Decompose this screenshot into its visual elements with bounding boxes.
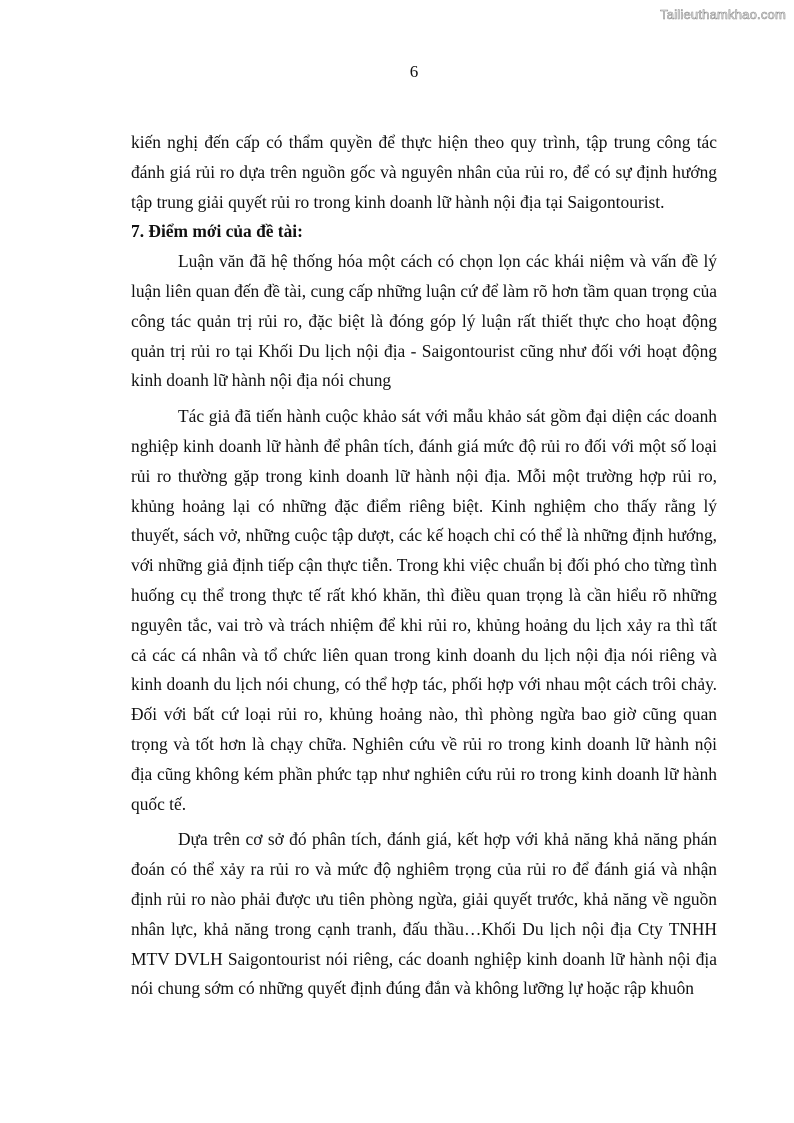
- section-heading: 7. Điểm mới của đề tài:: [131, 221, 303, 242]
- document-body: [131, 128, 717, 1004]
- page-number: 6: [409, 62, 419, 81]
- watermark: Tailieuthamkhao.com: [660, 7, 786, 22]
- paragraph-3: Dựa trên cơ sở đó phân tích, đánh giá, kết hợp với khả năng khả năng phán đoán có thể xảy ra rủi ro và mức độ nghiêm trọng của rủi ro để đánh giá và nhận định rủi ro nào phải được ưu tiên phòng ngừa, giải quyết trước, khả năng về nguồn nhân lực, khả năng trong cạnh tranh, đấu thầu…Khối Du lịch nội địa Cty TNHH MTV DVLH Saigontourist nói riêng, các doanh nghiệp kinh doanh lữ hành nội địa nói chung sớm có những quyết định đúng đắn và không lưỡng lự hoặc rập khuôn: [131, 829, 717, 999]
- paragraph-2: Tác giả đã tiến hành cuộc khảo sát với mẫu khảo sát gồm đại diện các doanh nghiệp kinh doanh lữ hành để phân tích, đánh giá mức độ rủi ro đối với một số loại rủi ro thường gặp trong kinh doanh lữ hành nội địa. Mỗi một trường hợp rủi ro, khủng hoảng lại có những đặc điểm riêng biệt. Kinh nghiệm cho thấy rằng lý thuyết, sách vở, những cuộc tập dượt, các kế hoạch chỉ có thể là những định hướng, với những giả định tiếp cận thực tiễn. Trong khi việc chuẩn bị đối phó cho từng tình huống cụ thể trong thực tế rất khó khăn, thì điều quan trọng là cần hiểu rõ những nguyên tắc, vai trò và trách nhiệm để khi rủi ro, khủng hoảng du lịch xảy ra thì tất cả các cá nhân và tổ chức liên quan trong kinh doanh du lịch nội địa nói riêng và kinh doanh du lịch nói chung, có thể hợp tác, phối hợp với nhau một cách trôi chảy. Đối với bất cứ loại rủi ro, khủng hoảng nào, thì phòng ngừa bao giờ cũng quan trọng và tốt hơn là chạy chữa. Nghiên cứu về rủi ro trong kinh doanh lữ hành nội địa cũng không kém phần phức tạp như nghiên cứu rủi ro trong kinh doanh lữ hành quốc tế.: [131, 406, 717, 814]
- paragraph-continued: kiến nghị đến cấp có thẩm quyền để thực hiện theo quy trình, tập trung công tác đánh giá rủi ro dựa trên nguồn gốc và nguyên nhân của rủi ro, để có sự định hướng tập trung giải quyết rủi ro trong kinh doanh lữ hành nội địa tại Saigontourist.: [131, 132, 717, 212]
- paragraph-1: Luận văn đã hệ thống hóa một cách có chọn lọn các khái niệm và vấn đề lý luận liên quan đến đề tài, cung cấp những luận cứ để làm rõ hơn tầm quan trọng của công tác quản trị rủi ro, đặc biệt là đóng góp lý luận rất thiết thực cho hoạt động quản trị rủi ro tại Khối Du lịch nội địa - Saigontourist cũng như đối với hoạt động kinh doanh lữ hành nội địa nói chung: [131, 251, 717, 391]
